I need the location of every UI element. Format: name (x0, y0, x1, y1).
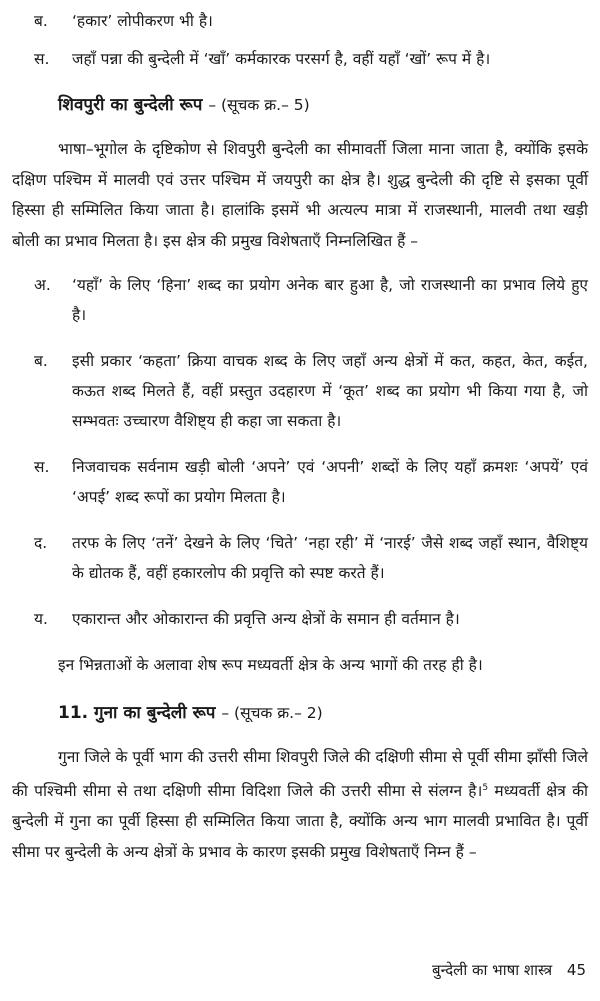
heading-ref: – (सूचक क्र.– 5) (208, 96, 310, 114)
closing-sentence: इन भिन्नताओं के अलावा शेष रूप मध्यवर्ती क्षेत्र के अन्य भागों की तरह ही है। (58, 656, 483, 674)
document-page (12, 6, 588, 881)
list-item (12, 270, 588, 330)
list-text: तरफ के लिए ‘तनें’ देखने के लिए ‘चिते’ ‘नहा रही’ में ‘नारई’ जैसे शब्द जहाँ स्थान, वैशिष्ट्य के द्योतक हैं, वहीं हकारलोप की प्रवृत्ति को स्पष्ट करते हैं। (72, 534, 588, 582)
paragraph: भाषा–भूगोल के दृष्टिकोण से शिवपुरी बुन्देली का सीमावर्ती जिला माना जाता है, क्योंकि इसके दक्षिण पश्चिम में मालवी एवं उत्तर पश्चिम में जयपुरी का क्षेत्र है। शुद्ध बुन्देली की दृष्टि से इसका पूर्वी हिस्सा ही सम्मिलित किया जाता है। हालांकि इसमें भी अत्यल्प मात्रा में राजस्थानी, मालवी तथा खड़ी बोली का प्रभाव मिलता है। इस क्षेत्र की प्रमुख विशेषताएँ निम्नलिखित हैं – (12, 140, 588, 250)
heading-ref: – (सूचक क्र.– 2) (221, 704, 323, 722)
list-item (12, 346, 588, 436)
list-marker: द. (34, 534, 48, 552)
book-title: बुन्देली का भाषा शास्त्र (432, 961, 553, 979)
list-marker: ब. (34, 352, 48, 370)
list-marker: स. (34, 458, 50, 476)
list-item (12, 452, 588, 512)
page-footer (432, 960, 586, 980)
list-item (12, 528, 588, 588)
list-text: ‘यहाँ’ के लिए ‘हिना’ शब्द का प्रयोग अनेक बार हुआ है, जो राजस्थानी का प्रभाव लिये हुए है। (72, 276, 588, 324)
paragraph (12, 742, 588, 867)
paragraph-text: गुना जिले के पूर्वी भाग की उत्तरी सीमा शिवपुरी जिले की दक्षिणी सीमा से पूर्वी सीमा झाँसी जिले की पश्चिमी सीमा से तथा दक्षिणी सीमा विदिशा जिले की उत्तरी सीमा से संलग्न है। (12, 748, 588, 800)
paragraph-text: मध्यवर्ती क्षेत्र की बुन्देली में गुना का पूर्वी हिस्सा ही सम्मिलित किया जाता है, क्योंकि अन्य भाग मालवी प्रभावित है। पूर्वी सीमा पर बुन्देली के अन्य क्षेत्रों के प्रभाव के कारण इसकी प्रमुख विशेषताएँ निम्न हैं – (12, 781, 588, 861)
section-heading-guna (58, 698, 588, 728)
heading-title: 11. गुना का बुन्देली रूप (58, 703, 216, 723)
list-item (12, 6, 588, 36)
footnote-reference: 5 (482, 782, 489, 793)
list-text: इसी प्रकार ‘कहता’ क्रिया वाचक शब्द के लिए जहाँ अन्य क्षेत्रों में कत, कहत, केत, कईत, कऊत शब्द मिलते हैं, वहीं प्रस्तुत उदहारण में ‘कूत’ शब्द का प्रयोग भी किया गया है, जो सम्भवतः उच्चारण वैशिष्ट्य ही कहा जा सकता है। (72, 352, 588, 430)
section-heading-shivpuri (58, 90, 588, 120)
list-marker: स. (34, 50, 50, 68)
list-marker: ब. (34, 12, 48, 30)
list-text: एकारान्त और ओकारान्त की प्रवृत्ति अन्य क्षेत्रों के समान ही वर्तमान है। (72, 610, 460, 628)
list-item (12, 44, 588, 74)
list-text: निजवाचक सर्वनाम खड़ी बोली ‘अपने’ एवं ‘अपनी’ शब्दों के लिए यहाँ क्रमशः ‘अपयें’ एवं ‘अपई’ शब्द रूपों का प्रयोग मिलता है। (72, 458, 588, 506)
list-item (12, 604, 588, 634)
list-marker: अ. (34, 276, 51, 294)
heading-title: शिवपुरी का बुन्देली रूप (58, 95, 203, 115)
list-text: जहाँ पन्ना की बुन्देली में ‘खाँ’ कर्मकारक परसर्ग है, वहीं यहाँ ‘खों’ रूप में है। (72, 50, 491, 68)
page-number: 45 (566, 961, 586, 979)
list-text: ‘हकार’ लोपीकरण भी है। (72, 12, 213, 30)
list-marker: य. (34, 610, 48, 628)
